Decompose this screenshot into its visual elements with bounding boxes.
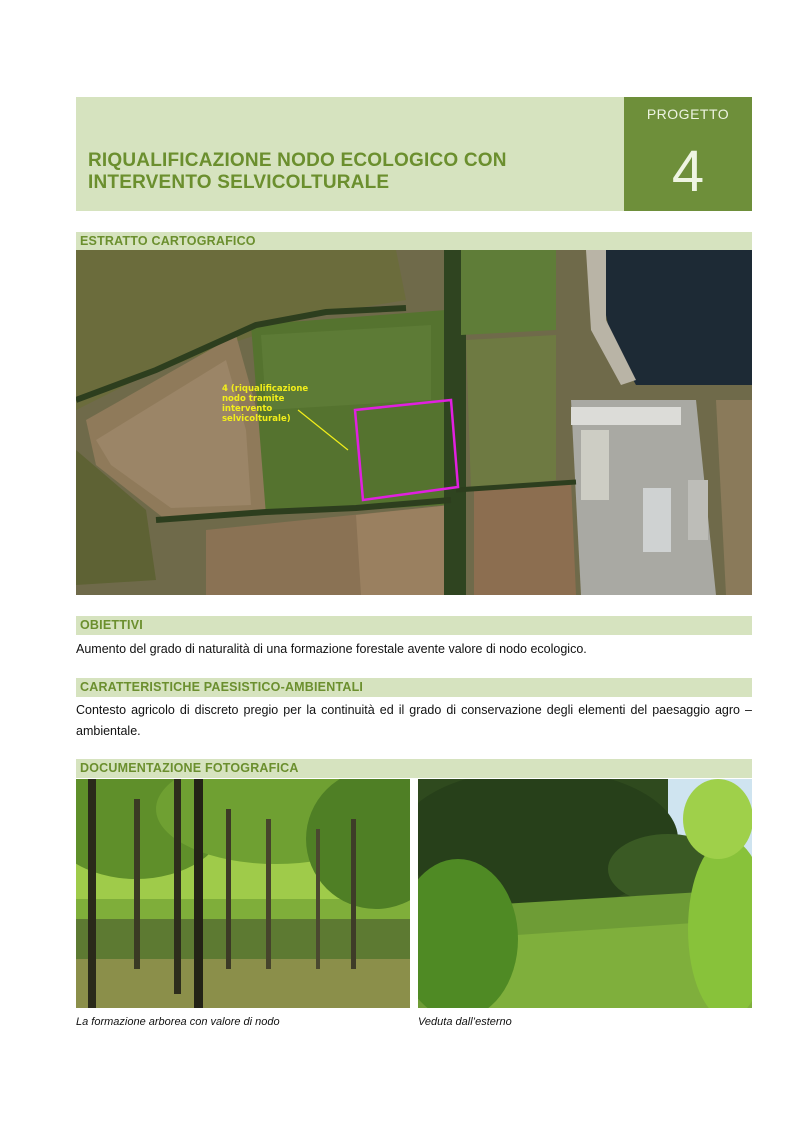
obiettivi-text: Aumento del grado di naturalità di una formazione forestale avente valore di nodo ecologico. — [76, 642, 587, 656]
photo-forest-interior — [76, 779, 410, 1008]
caratteristiche-text: Contesto agricolo di discreto pregio per la continuità ed il grado di conservazione degli elementi del paesaggio agro – ambientale. — [76, 703, 752, 738]
section-bar-obiettivi — [76, 616, 752, 635]
page-title: RIQUALIFICAZIONE NODO ECOLOGICO CON INTERVENTO SELVICOLTURALE — [88, 150, 507, 193]
project-number: 4 — [671, 139, 705, 204]
map-annotation: 4 (riqualificazione nodo tramite intervento selvicolturale) — [222, 384, 309, 424]
section-heading-estratto: ESTRATTO CARTOGRAFICO — [80, 234, 256, 248]
section-heading-obiettivi: OBIETTIVI — [80, 618, 143, 632]
photo-caption-2: Veduta dall’esterno — [418, 1016, 512, 1028]
photo-forest-edge — [418, 779, 752, 1008]
photo-caption-1: La formazione arborea con valore di nodo — [76, 1016, 280, 1028]
aerial-map — [76, 250, 752, 595]
section-heading-caratteristiche: CARATTERISTICHE PAESISTICO-AMBIENTALI — [80, 680, 364, 694]
project-label: PROGETTO — [646, 106, 730, 122]
section-heading-documentazione: DOCUMENTAZIONE FOTOGRAFICA — [80, 761, 299, 775]
